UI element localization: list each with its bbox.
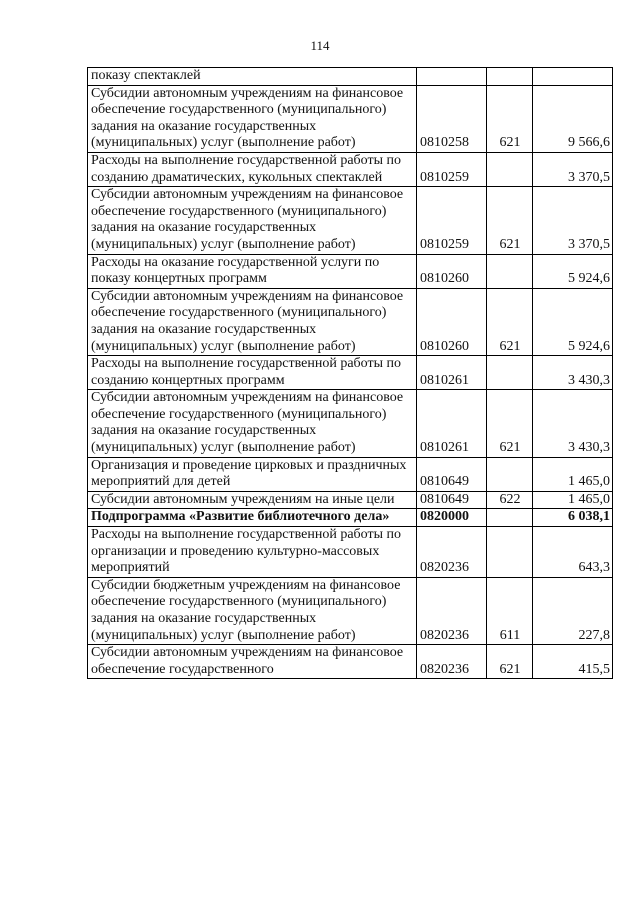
row-name-cell: Подпрограмма «Развитие библиотечного дела»: [88, 509, 417, 527]
row-code-cell: 0810259: [417, 187, 487, 254]
row-code-cell: 0810260: [417, 288, 487, 355]
row-code-cell: [417, 68, 487, 86]
row-code-cell: 0820236: [417, 577, 487, 644]
row-sum-cell: 1 465,0: [533, 457, 613, 491]
row-sum-cell: 3 370,5: [533, 187, 613, 254]
row-code-cell: 0810649: [417, 491, 487, 509]
row-code-cell: 0820236: [417, 527, 487, 578]
row-name-cell: Организация и проведение цирковых и праздничных мероприятий для детей: [88, 457, 417, 491]
row-name-cell: Субсидии автономным учреждениям на иные цели: [88, 491, 417, 509]
table-row: [88, 152, 613, 186]
row-sum-cell: 227,8: [533, 577, 613, 644]
row-code-cell: 0810258: [417, 85, 487, 152]
row-code-cell: 0820000: [417, 509, 487, 527]
row-code-cell: 0810259: [417, 152, 487, 186]
row-type-cell: [487, 152, 533, 186]
table-row: [88, 390, 613, 457]
row-type-cell: 621: [487, 85, 533, 152]
row-type-cell: 621: [487, 288, 533, 355]
row-name-cell: Субсидии бюджетным учреждениям на финансовое обеспечение государственного (муниципального) задания на оказание государственных (муниципальных) услуг (выполнение работ): [88, 577, 417, 644]
table-row: [88, 491, 613, 509]
row-sum-cell: 643,3: [533, 527, 613, 578]
row-sum-cell: 9 566,6: [533, 85, 613, 152]
table-row: [88, 68, 613, 86]
row-sum-cell: 3 430,3: [533, 356, 613, 390]
table-row: [88, 85, 613, 152]
row-type-cell: 621: [487, 187, 533, 254]
row-type-cell: [487, 509, 533, 527]
row-sum-cell: 415,5: [533, 645, 613, 679]
row-code-cell: 0810260: [417, 254, 487, 288]
row-name-cell: показу спектаклей: [88, 68, 417, 86]
row-code-cell: 0810261: [417, 390, 487, 457]
table-row: [88, 288, 613, 355]
row-sum-cell: 5 924,6: [533, 288, 613, 355]
row-code-cell: 0810649: [417, 457, 487, 491]
row-type-cell: [487, 68, 533, 86]
table-row: [88, 577, 613, 644]
row-type-cell: 621: [487, 390, 533, 457]
row-sum-cell: 3 370,5: [533, 152, 613, 186]
row-type-cell: 621: [487, 645, 533, 679]
row-name-cell: Субсидии автономным учреждениям на финансовое обеспечение государственного (муниципального) задания на оказание государственных (муниципальных) услуг (выполнение работ): [88, 390, 417, 457]
row-code-cell: 0820236: [417, 645, 487, 679]
budget-table: [87, 67, 613, 679]
row-name-cell: Расходы на выполнение государственной работы по созданию драматических, кукольных спектаклей: [88, 152, 417, 186]
row-name-cell: Субсидии автономным учреждениям на финансовое обеспечение государственного: [88, 645, 417, 679]
row-type-cell: [487, 356, 533, 390]
table-row: [88, 645, 613, 679]
row-sum-cell: 3 430,3: [533, 390, 613, 457]
row-sum-cell: 1 465,0: [533, 491, 613, 509]
row-name-cell: Расходы на оказание государственной услуги по показу концертных программ: [88, 254, 417, 288]
table-row: [88, 254, 613, 288]
table-row-subprogram: [88, 509, 613, 527]
row-name-cell: Субсидии автономным учреждениям на финансовое обеспечение государственного (муниципального) задания на оказание государственных (муниципальных) услуг (выполнение работ): [88, 288, 417, 355]
row-name-cell: Субсидии автономным учреждениям на финансовое обеспечение государственного (муниципального) задания на оказание государственных (муниципальных) услуг (выполнение работ): [88, 187, 417, 254]
row-sum-cell: 6 038,1: [533, 509, 613, 527]
row-type-cell: 611: [487, 577, 533, 644]
row-name-cell: Расходы на выполнение государственной работы по созданию концертных программ: [88, 356, 417, 390]
row-type-cell: [487, 527, 533, 578]
table-row: [88, 356, 613, 390]
table-row: [88, 457, 613, 491]
row-type-cell: [487, 457, 533, 491]
row-type-cell: 622: [487, 491, 533, 509]
row-sum-cell: [533, 68, 613, 86]
row-name-cell: Субсидии автономным учреждениям на финансовое обеспечение государственного (муниципального) задания на оказание государственных (муниципальных) услуг (выполнение работ): [88, 85, 417, 152]
table-row: [88, 527, 613, 578]
row-code-cell: 0810261: [417, 356, 487, 390]
page-number: 114: [310, 38, 330, 53]
row-type-cell: [487, 254, 533, 288]
row-sum-cell: 5 924,6: [533, 254, 613, 288]
row-name-cell: Расходы на выполнение государственной работы по организации и проведению культурно-массовых мероприятий: [88, 527, 417, 578]
budget-table-body: [88, 68, 613, 679]
table-row: [88, 187, 613, 254]
